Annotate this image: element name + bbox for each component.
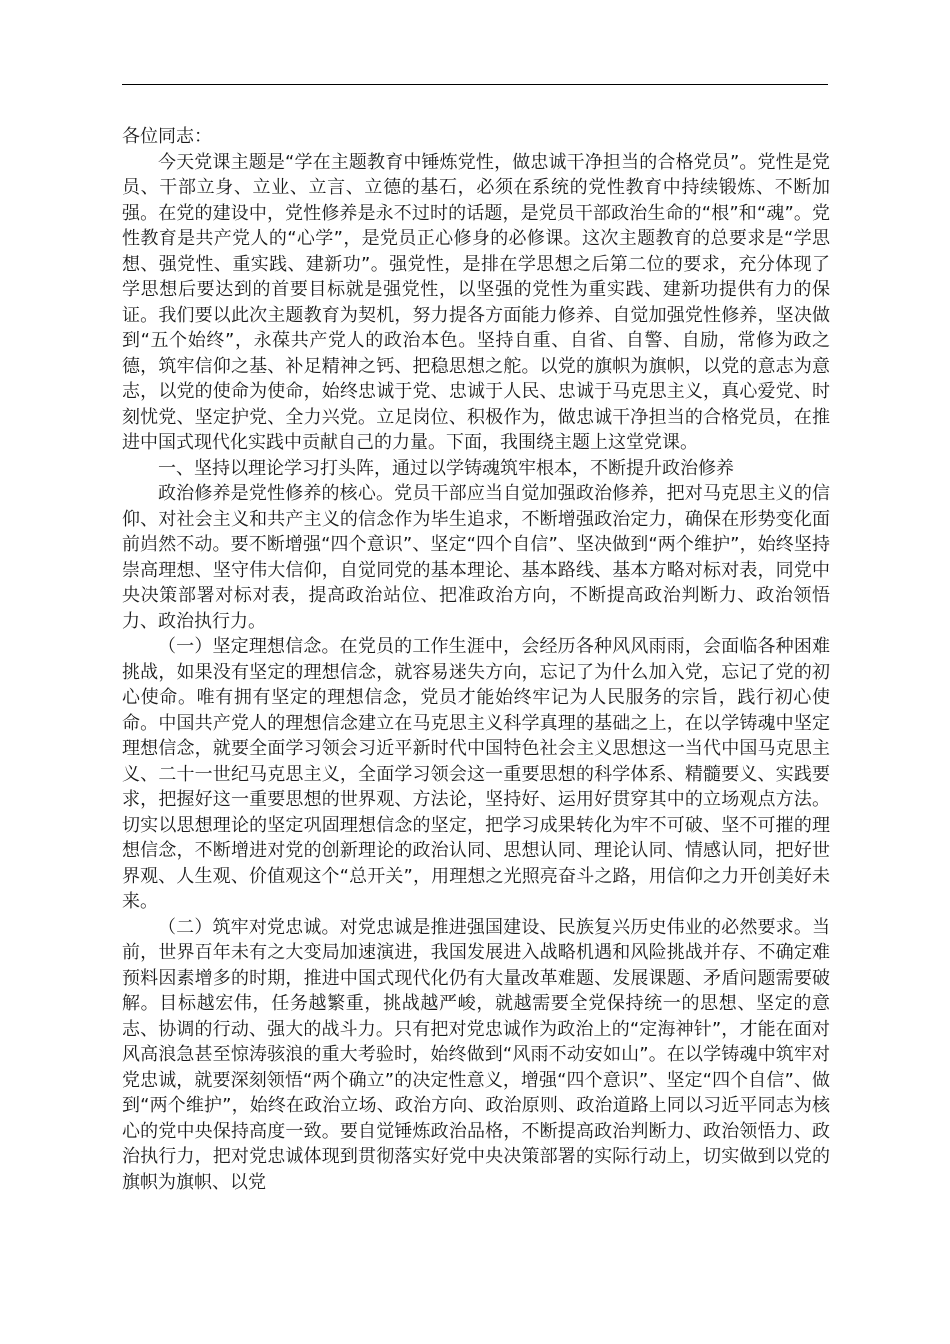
section-heading-1: 一、坚持以理论学习打头阵，通过以学铸魂筑牢根本，不断提升政治修养 bbox=[158, 457, 734, 479]
salutation: 各位同志： bbox=[122, 126, 212, 147]
header-rule bbox=[122, 84, 828, 85]
paragraph-ideals-and-beliefs: （一）坚定理想信念。在党员的工作生涯中，会经历各种风风雨雨，会面临各种困难挑战，如果没有坚定的理想信念，就容易迷失方向，忘记了为什么加入党，忘记了党的初心使命。唯有拥有坚定的理想信念，党员才能始终牢记为人民服务的宗旨，践行初心使命。中国共产党人的理想信念建立在马克思主义科学真理的基础之上，在以学铸魂中坚定理想信念，就要全面学习领会习近平新时代中国特色社会主义思想这一当代中国马克思主义、二十一世纪马克思主义，全面学习领会这一重要思想的科学体系、精髓要义、实践要求，把握好这一重要思想的世界观、方法论，坚持好、运用好贯穿其中的立场观点方法。切实以思想理论的坚定巩固理想信念的坚定，把学习成果转化为牢不可破、坚不可摧的理想信念，不断增进对党的创新理论的政治认同、思想认同、理论认同、情感认同，把好世界观、人生观、价值观这个“总开关”，用理想之光照亮奋斗之路，用信仰之力开创美好未来。 bbox=[122, 636, 830, 912]
paragraph-intro: 今天党课主题是“学在主题教育中锤炼党性，做忠诚干净担当的合格党员”。党性是党员、干部立身、立业、立言、立德的基石，必须在系统的党性教育中持续锻炼、不断加强。在党的建设中，党性修养是永不过时的话题，是党员干部政治生命的“根”和“魂”。党性教育是共产党人的“心学”，是党员正心修身的必修课。这次主题教育的总要求是“学思想、强党性、重实践、建新功”。强党性，是排在学思想之后第二位的要求，充分体现了学思想后要达到的首要目标就是强党性，以坚强的党性为重实践、建新功提供有力的保证。我们要以此次主题教育为契机，努力提各方面能力修养、自觉加强党性修养，坚决做到“五个始终”，永葆共产党人的政治本色。坚持自重、自省、自警、自励，常修为政之德，筑牢信仰之基、补足精神之钙、把稳思想之舵。以党的旗帜为旗帜，以党的意志为意志，以党的使命为使命，始终忠诚于党、忠诚于人民、忠诚于马克思主义，真心爱党、时刻忧党、坚定护党、全力兴党。立足岗位、积极作为，做忠诚干净担当的合格党员，在推进中国式现代化实践中贡献自己的力量。下面，我围绕主题上这堂党课。 bbox=[122, 151, 830, 453]
document-body bbox=[122, 124, 830, 1195]
paragraph-political-cultivation: 政治修养是党性修养的核心。党员干部应当自觉加强政治修养，把对马克思主义的信仰、对社会主义和共产主义的信念作为毕生追求，不断增强政治定力，确保在形势变化面前岿然不动。要不断增强“四个意识”、坚定“四个自信”、坚决做到“两个维护”，始终坚持崇高理想、坚守伟大信仰，自觉同党的基本理论、基本路线、基本方略对标对表，同党中央决策部署对标对表，提高政治站位、把准政治方向，不断提高政治判断力、政治领悟力、政治执行力。 bbox=[122, 483, 830, 632]
paragraph-loyalty-to-party: （二）筑牢对党忠诚。对党忠诚是推进强国建设、民族复兴历史伟业的必然要求。当前，世界百年未有之大变局加速演进，我国发展进入战略机遇和风险挑战并存、不确定难预料因素增多的时期，推进中国式现代化仍有大量改革难题、发展课题、矛盾问题需要破解。目标越宏伟，任务越繁重，挑战越严峻，就越需要全党保持统一的思想、坚定的意志、协调的行动、强大的战斗力。只有把对党忠诚作为政治上的“定海神针”，才能在面对风高浪急甚至惊涛骇浪的重大考验时，始终做到“风雨不动安如山”。在以学铸魂中筑牢对党忠诚，就要深刻领悟“两个确立”的决定性意义，增强“四个意识”、坚定“四个自信”、做到“两个维护”，始终在政治立场、政治方向、政治原则、政治道路上同以习近平同志为核心的党中央保持高度一致。要自觉锤炼政治品格，不断提高政治判断力、政治领悟力、政治执行力，把对党忠诚体现到贯彻落实好党中央决策部署的实际行动上，切实做到以党的旗帜为旗帜、以党 bbox=[122, 916, 830, 1193]
